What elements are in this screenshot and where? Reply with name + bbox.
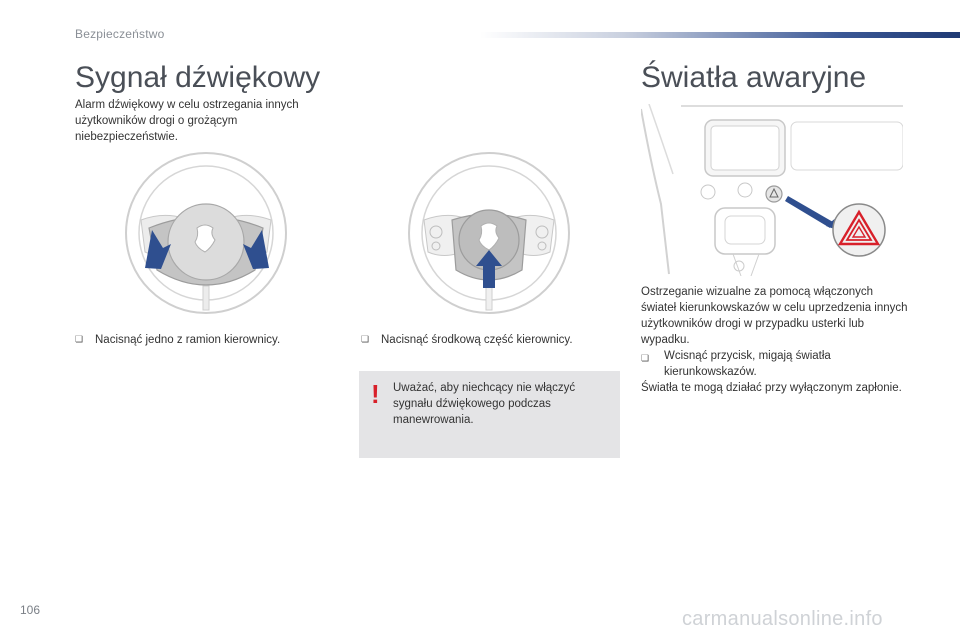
section-label: Bezpieczeństwo [75, 27, 165, 41]
warning-text: Uważać, aby niechcący nie włączyć sygnału dźwiękowego podczas manewrowania. [393, 382, 576, 426]
hazard-para1: Ostrzeganie wizualne za pomocą włączonych świateł kierunkowskazów w celu uprzedzenia innych użytkowników drogi w przypadku usterki lub wypadku. [641, 286, 908, 346]
horn-step-spoke: ❏ Nacisnąć jedno z ramion kierownicy. [75, 331, 280, 348]
horn-title: Sygnał dźwiękowy [75, 61, 321, 94]
horn-step-center: ❏ Nacisnąć środkową część kierownicy. [361, 331, 573, 348]
dashboard-hazard-illustration [641, 104, 903, 276]
steering-wheel-spokes-illustration [123, 150, 289, 316]
hazard-description [641, 284, 911, 396]
warning-box [359, 371, 620, 458]
header-bar [480, 32, 960, 38]
hazard-para2: Światła te mogą działać przy wyłączonym zapłonie. [641, 382, 902, 394]
exclamation-icon: ! [371, 379, 380, 409]
page-number: 106 [20, 603, 41, 617]
checkbox-icon: ❏ [641, 353, 650, 363]
checkbox-icon: ❏ [75, 334, 84, 344]
horn-intro: Alarm dźwiękowy w celu ostrzegania innych użytkowników drogi o grożącym niebezpieczeństwie. [75, 99, 299, 143]
checkbox-icon: ❏ [361, 334, 370, 344]
hazard-pointer-arrow [785, 196, 833, 228]
hazard-step: ❏ Wcisnąć przycisk, migają światła kierunkowskazów. [641, 350, 831, 378]
hazard-title: Światła awaryjne [641, 61, 867, 94]
steering-wheel-center-illustration [406, 150, 572, 316]
watermark: carmanualsonline.info [682, 608, 883, 630]
